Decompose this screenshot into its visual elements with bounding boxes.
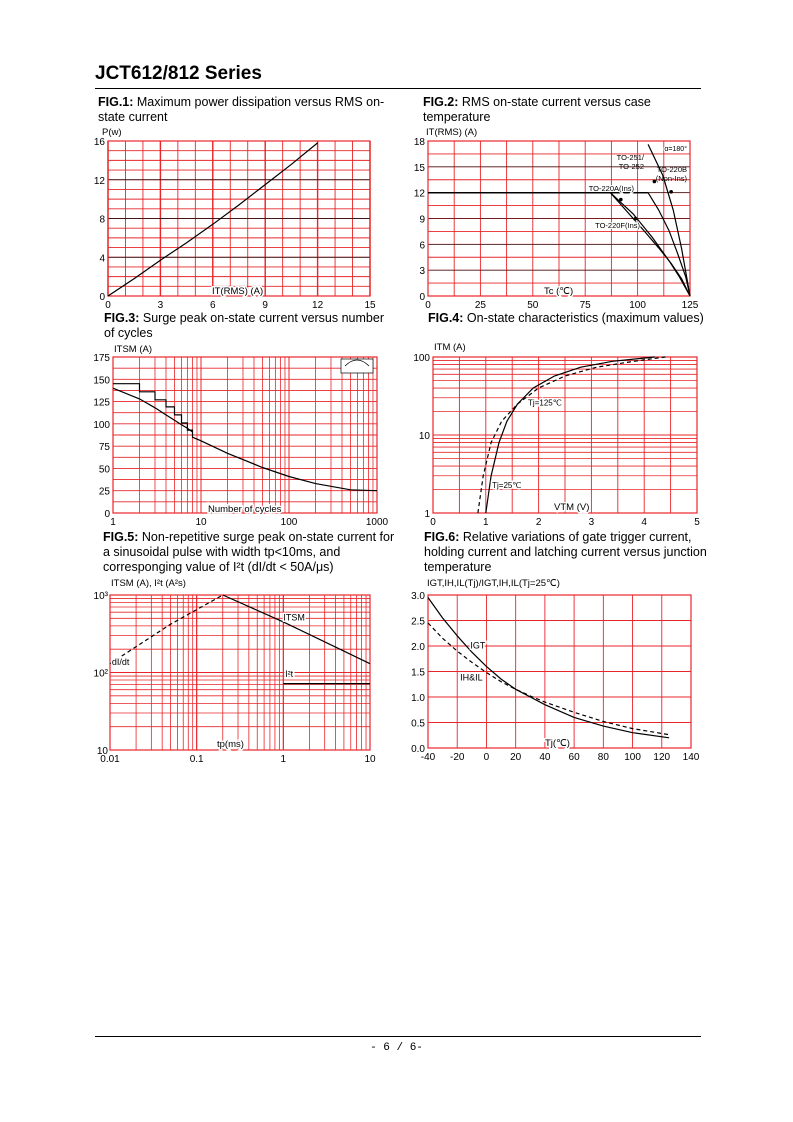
fig2-y-tick-label: 0 (419, 292, 425, 303)
fig3-y-tick-label: 25 (98, 486, 110, 498)
fig1-x-tick-label: 9 (262, 300, 268, 311)
fig1-x-tick-label: 12 (312, 300, 324, 311)
fig3-y-axis-label: ITSM (A) (114, 344, 152, 355)
fig1-y-axis-label: P(w) (102, 127, 122, 138)
page-title: JCT612/812 Series (95, 63, 262, 84)
fig5-y-tick-label: 10 (96, 746, 108, 757)
fig2-x-tick-label: 125 (681, 300, 699, 311)
fig3-x-tick-label: 1 (110, 517, 116, 528)
fig6-annotation: IGT (470, 640, 486, 651)
fig4-caption: FIG.4: On-state characteristics (maximum values) (428, 311, 704, 325)
fig3-y-tick-label: 0 (104, 509, 110, 520)
fig1-y-tick-label: 4 (99, 253, 105, 265)
fig3-caption: FIG.3: Surge peak on-state current versus number of cycles (104, 311, 384, 340)
fig6-x-tick-label: 100 (624, 752, 641, 763)
fig2-chart (405, 125, 715, 325)
fig6-x-tick-label: 120 (653, 752, 671, 763)
fig2-pointer-dot (669, 190, 673, 194)
fig3-chart (80, 340, 390, 530)
fig2-x-tick-label: 25 (474, 300, 486, 311)
fig2-annotation: TO-220F(Ins) (595, 221, 640, 230)
fig3-pulse-icon (341, 359, 373, 373)
fig1-y-tick-label: 12 (93, 175, 105, 187)
fig5-y-axis-label: ITSM (A), I²t (A²s) (111, 578, 186, 589)
fig6-x-axis-label: Tj(℃) (545, 738, 570, 749)
fig2-x-tick-label: 50 (527, 300, 539, 311)
fig4-x-tick-label: 4 (641, 517, 647, 528)
fig4-annotation: Tj=25℃ (492, 480, 522, 490)
fig2-x-tick-label: 100 (629, 300, 646, 311)
fig3-y-tick-label: 50 (98, 464, 110, 476)
fig5-series-line (223, 595, 370, 664)
fig5-x-tick-label: 0.1 (189, 754, 204, 765)
fig2-pointer-dot (634, 217, 638, 221)
fig2-caption: FIG.2: RMS on-state current versus case temperature (423, 95, 651, 124)
fig4-x-axis-label: VTM (V) (554, 502, 590, 513)
fig5-x-axis-label: tp(ms) (217, 739, 244, 750)
fig4-annotation: Tj=125℃ (528, 398, 562, 408)
fig2-y-tick-label: 3 (419, 266, 425, 278)
fig6-annotation: IH&IL (460, 672, 483, 683)
fig2-pointer-dot (619, 198, 623, 202)
fig6-y-tick-label: 1.5 (411, 667, 425, 679)
fig2-annotation: TO-252 (618, 162, 644, 171)
fig6-x-tick-label: 80 (597, 752, 609, 763)
fig6-x-tick-label: 0 (483, 752, 490, 763)
fig4-y-tick-label: 100 (413, 353, 430, 364)
fig5-annotation: I²t (285, 668, 294, 679)
fig4-chart (405, 340, 715, 530)
page-number: - 6 / 6- (370, 1042, 423, 1054)
fig1-x-tick-label: 3 (157, 300, 164, 311)
fig6-x-tick-label: 20 (510, 752, 522, 763)
fig6-y-tick-label: 2.0 (411, 642, 425, 653)
fig5-x-tick-label: 1 (280, 754, 287, 765)
fig6-chart (405, 578, 715, 768)
fig5-y-tick-label: 10² (93, 668, 108, 680)
fig6-y-tick-label: 0.5 (411, 718, 425, 730)
fig1-y-tick-label: 8 (99, 214, 105, 226)
fig1-x-tick-label: 6 (210, 300, 216, 311)
fig2-y-tick-label: 15 (413, 162, 425, 174)
fig4-x-tick-label: 5 (694, 517, 700, 528)
fig1-x-axis-label: IT(RMS) (A) (212, 286, 264, 297)
fig3-x-tick-label: 1000 (365, 517, 389, 528)
fig5-x-tick-label: 0.01 (100, 754, 120, 765)
fig3-y-tick-label: 75 (98, 442, 110, 454)
fig3-x-tick-label: 100 (280, 517, 298, 528)
fig6-x-tick-label: -40 (420, 752, 436, 763)
fig2-annotation: TO-220A(Ins) (588, 184, 634, 193)
fig4-x-tick-label: 0 (430, 517, 436, 528)
fig6-y-tick-label: 2.5 (411, 616, 425, 628)
fig2-annotation: TO-251/ (616, 153, 644, 162)
fig6-caption: FIG.6: Relative variations of gate trigger current, holding current and latching current versus junction temperature (424, 530, 707, 574)
fig3-series-line (113, 388, 193, 432)
fig6-y-tick-label: 0.0 (411, 744, 425, 755)
fig2-annotation: α=180° (664, 146, 687, 153)
fig2-x-tick-label: 75 (579, 300, 591, 311)
fig2-annotation: (Non-Ins) (655, 174, 687, 183)
fig1-x-tick-label: 15 (364, 300, 376, 311)
fig6-y-tick-label: 1.0 (411, 693, 425, 704)
fig3-x-axis-label: Number of cycles (208, 504, 282, 515)
fig5-y-tick-label: 10³ (93, 591, 108, 602)
fig2-annotation: TO-220B (656, 165, 687, 174)
fig2-y-tick-label: 9 (419, 214, 425, 226)
fig2-y-axis-label: IT(RMS) (A) (426, 127, 478, 138)
fig2-y-tick-label: 18 (413, 137, 425, 148)
fig4-x-tick-label: 2 (535, 517, 542, 528)
fig2-y-tick-label: 6 (419, 240, 425, 252)
fig3-y-tick-label: 125 (93, 397, 110, 409)
fig4-y-tick-label: 10 (418, 431, 430, 442)
fig3-x-tick-label: 10 (195, 517, 207, 528)
fig6-y-tick-label: 3.0 (411, 591, 425, 602)
fig6-y-axis-label: IGT,IH,IL(Tj)/IGT,IH,IL(Tj=25℃) (427, 578, 560, 589)
header-rule (95, 88, 701, 89)
fig2-x-tick-label: 0 (425, 300, 431, 311)
fig1-y-tick-label: 16 (93, 137, 105, 148)
fig6-x-tick-label: -20 (449, 752, 465, 763)
fig3-y-tick-label: 150 (93, 375, 110, 387)
fig6-x-tick-label: 140 (682, 752, 700, 763)
fig4-y-tick-label: 1 (424, 509, 430, 520)
fig5-annotation: dI/dt (111, 656, 130, 667)
fig3-y-tick-label: 175 (93, 353, 110, 364)
fig4-y-axis-label: ITM (A) (434, 342, 466, 353)
fig6-x-tick-label: 40 (539, 752, 551, 763)
fig3-series-line (113, 384, 377, 491)
fig4-x-tick-label: 1 (483, 517, 489, 528)
fig2-y-tick-label: 12 (413, 188, 425, 200)
footer-rule (95, 1036, 701, 1037)
fig1-x-tick-label: 0 (105, 300, 111, 311)
fig5-chart (80, 578, 390, 768)
fig4-x-tick-label: 3 (588, 517, 595, 528)
fig2-pointer-dot (653, 180, 657, 184)
fig1-chart (80, 125, 390, 325)
fig1-caption: FIG.1: Maximum power dissipation versus RMS on-state current (98, 95, 385, 124)
fig5-series-line (110, 595, 223, 664)
fig6-x-tick-label: 60 (568, 752, 580, 763)
fig5-annotation: ITSM (283, 612, 305, 623)
fig3-y-tick-label: 100 (93, 419, 110, 431)
fig5-x-tick-label: 10 (364, 754, 376, 765)
fig1-y-tick-label: 0 (99, 292, 105, 303)
fig5-caption: FIG.5: Non-repetitive surge peak on-state current for a sinusoidal pulse with width tp<10ms, and corresponging value of I²t (dI/dt < 50A/μs) (103, 530, 395, 574)
fig2-x-axis-label: Tc (℃) (544, 286, 574, 297)
